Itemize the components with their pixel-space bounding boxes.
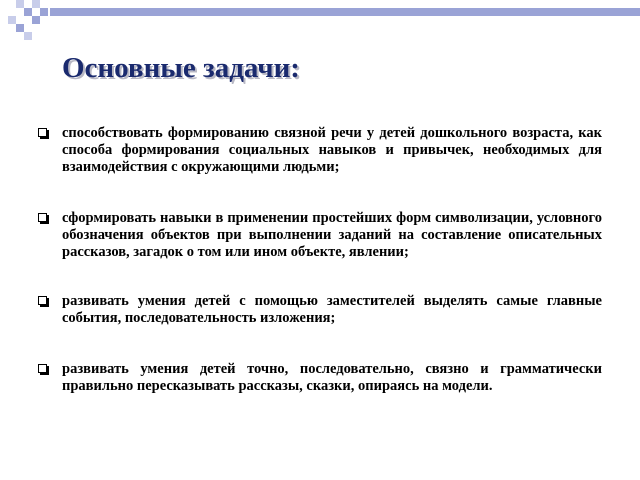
task-item (36, 293, 602, 327)
decor-bar (50, 8, 640, 16)
decor-square (40, 8, 48, 16)
task-item (36, 361, 602, 395)
slide-title: Основные задачи: (62, 52, 300, 84)
decor-square (32, 16, 40, 24)
task-text: сформировать навыки в применении простейших форм символизации, условного обозначения объектов при выполнении заданий на составление описательных рассказов, загадок о том или ином объекте, явлении; (62, 210, 602, 260)
task-text: развивать умения детей с помощью заместителей выделять самые главные события, последовательность изложения; (62, 293, 602, 326)
decor-square (8, 16, 16, 24)
decor-square (24, 8, 32, 16)
decor-square (24, 32, 32, 40)
decor-square (32, 0, 40, 8)
hollow-square-bullet-icon (38, 128, 47, 137)
hollow-square-bullet-icon (38, 213, 47, 222)
task-list (36, 125, 602, 429)
task-text: развивать умения детей точно, последовательно, связно и грамматически правильно пересказывать рассказы, сказки, опираясь на модели. (62, 361, 602, 394)
decor-square (16, 24, 24, 32)
task-item (36, 210, 602, 261)
decor-square (16, 0, 24, 8)
hollow-square-bullet-icon (38, 296, 47, 305)
task-item (36, 125, 602, 176)
decorative-header-squares (0, 0, 640, 48)
hollow-square-bullet-icon (38, 364, 47, 373)
task-text: способствовать формированию связной речи у детей дошкольного возраста, как способа формирования социальных навыков и привычек, необходимых для взаимодействия с окружающими людьми; (62, 125, 602, 175)
